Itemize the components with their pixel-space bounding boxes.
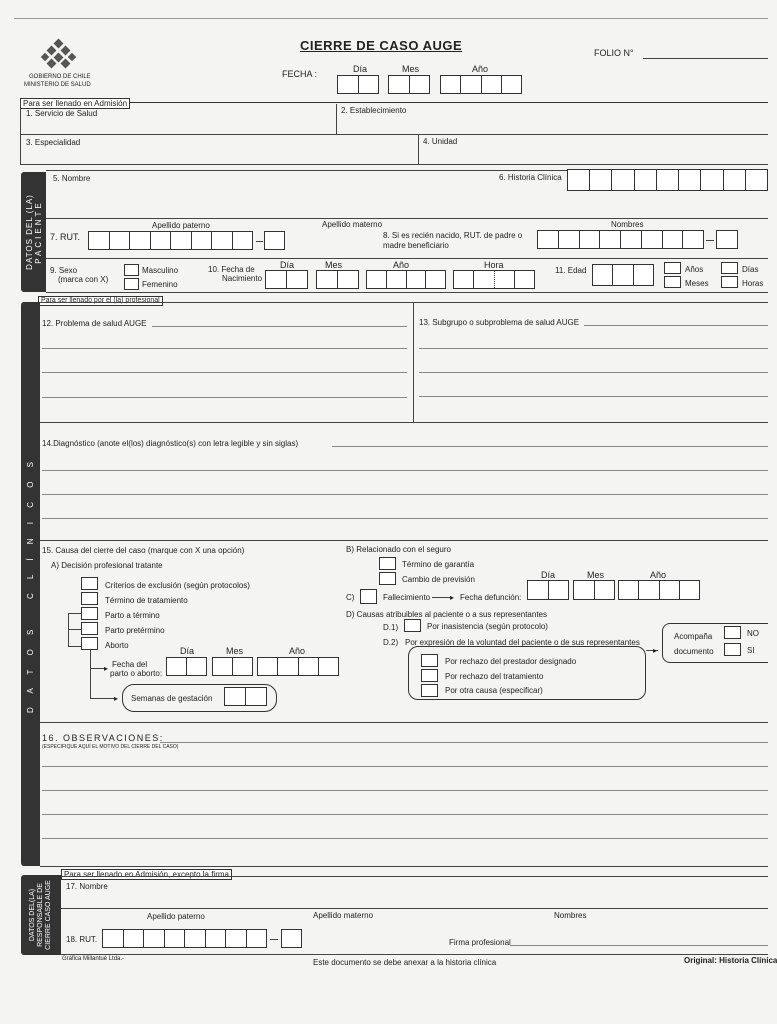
decision-profesional-label: A) Decisión profesional tratante bbox=[51, 561, 163, 570]
masculino-checkbox[interactable] bbox=[124, 264, 139, 276]
diagnostico-line-4[interactable] bbox=[42, 518, 768, 519]
femenino-checkbox[interactable] bbox=[124, 278, 139, 290]
rechazo-prestador-checkbox[interactable] bbox=[421, 654, 438, 667]
documento-si-label: SI bbox=[747, 646, 755, 655]
d2-prefix: D.2) bbox=[383, 638, 399, 647]
admision-left bbox=[20, 102, 21, 164]
horas-checkbox[interactable] bbox=[721, 276, 738, 288]
paciente-sep-2 bbox=[46, 258, 768, 259]
rechazo-prestador-label: Por rechazo del prestador designado bbox=[445, 657, 577, 666]
criterios-exclusion-label: Criterios de exclusión (según protocolos) bbox=[105, 581, 250, 590]
admision-section-label: Para ser llenado en Admisión bbox=[20, 98, 130, 109]
aborto-label: Aborto bbox=[105, 641, 129, 650]
responsable-nombre-label[interactable]: 17. Nombre bbox=[66, 882, 108, 891]
header-mes-label: Mes bbox=[402, 64, 420, 74]
clinicos-mid bbox=[413, 302, 414, 422]
arrow-head-2-icon: ▸ bbox=[114, 694, 119, 703]
logo-line-1: GOBIERNO DE CHILE bbox=[29, 74, 91, 80]
ministry-logo-icon bbox=[40, 38, 78, 72]
inasistencia-checkbox[interactable] bbox=[404, 619, 421, 632]
clinicos-sidebar bbox=[21, 302, 40, 866]
field-establecimiento[interactable]: 2. Establecimiento bbox=[341, 106, 407, 115]
observaciones-line-2[interactable] bbox=[42, 766, 768, 767]
cambio-prevision-label: Cambio de previsión bbox=[402, 575, 475, 584]
clinicos-sep-15 bbox=[40, 540, 768, 541]
causas-paciente-label: D) Causas atribuibles al paciente o a sus representantes bbox=[346, 610, 547, 619]
paciente-sidebar bbox=[21, 172, 46, 292]
paciente-nombres: Nombres bbox=[611, 220, 644, 229]
fallecimiento-arrow-icon: ▸ bbox=[450, 593, 455, 602]
documento-no-checkbox[interactable] bbox=[724, 626, 741, 639]
fecha-parto-label-1: Fecha del bbox=[112, 660, 148, 669]
anos-label: Años bbox=[685, 265, 704, 274]
def-dia-field[interactable] bbox=[527, 580, 569, 600]
parto-arrow-2 bbox=[90, 698, 116, 699]
clinicos-section-label: Para ser llenado por el (la) profesional bbox=[38, 296, 163, 306]
semanas-field[interactable] bbox=[224, 687, 267, 706]
responsable-rut-label: 18. RUT. bbox=[66, 935, 98, 944]
relacionado-seguro-label: B) Relacionado con el seguro bbox=[346, 545, 451, 554]
responsable-sidebar-line-3: CIERRE CASO AUGE bbox=[45, 880, 53, 950]
fecha-parto-label-2: parto o aborto: bbox=[110, 669, 163, 678]
observaciones-line-4[interactable] bbox=[42, 814, 768, 815]
parto-termino-label: Parto a término bbox=[105, 611, 160, 620]
nac-dia-label: Día bbox=[280, 260, 295, 270]
paciente-sidebar-line-2: PACIENTE bbox=[33, 200, 43, 264]
termino-tratamiento-label: Término de tratamiento bbox=[105, 596, 188, 605]
footer-original: Original: Historia Clínica bbox=[684, 956, 777, 965]
def-dia-label: Día bbox=[541, 570, 556, 580]
field-problema-salud: 12. Problema de salud AUGE bbox=[42, 319, 147, 328]
parto-dia-label: Día bbox=[180, 646, 195, 656]
field-servicio-salud[interactable]: 1. Servicio de Salud bbox=[26, 109, 98, 118]
anos-checkbox[interactable] bbox=[664, 262, 681, 274]
aborto-checkbox[interactable] bbox=[81, 637, 98, 650]
historia-clinica-field[interactable] bbox=[567, 169, 768, 191]
parto-arrow-line bbox=[90, 650, 91, 698]
nac-ano-label: Año bbox=[393, 260, 410, 270]
def-ano-label: Año bbox=[650, 570, 667, 580]
responsable-rut-dash bbox=[270, 939, 278, 940]
top-edge bbox=[14, 18, 768, 19]
admision-row-sep bbox=[20, 134, 768, 135]
field-diagnostico: 14.Diagnóstico (anote el(los) diagnóstico(s) con letra legible y sin siglas) bbox=[42, 439, 299, 448]
field-nombre[interactable]: 5. Nombre bbox=[53, 174, 91, 183]
admision-top bbox=[20, 102, 768, 103]
subproblema-line-1[interactable] bbox=[584, 325, 768, 326]
responsable-rut-dv-field[interactable] bbox=[281, 929, 302, 948]
documento-no-label: NO bbox=[747, 629, 759, 638]
rut-padre-dv-field[interactable] bbox=[716, 230, 738, 249]
firma-line[interactable] bbox=[510, 945, 768, 946]
observaciones-line-5[interactable] bbox=[42, 838, 768, 839]
arrow-head-1-icon: ▸ bbox=[104, 664, 109, 673]
fallecimiento-prefix: C) bbox=[346, 593, 355, 602]
responsable-apellido-materno: Apellido materno bbox=[313, 911, 374, 920]
problema-line-4[interactable] bbox=[42, 397, 407, 398]
termino-tratamiento-checkbox[interactable] bbox=[81, 592, 98, 605]
fallecimiento-label: Fallecimiento bbox=[383, 593, 431, 602]
problema-line-2[interactable] bbox=[42, 348, 407, 349]
clinicos-sidebar-text: D A T O S C L Í N I C O S bbox=[26, 455, 35, 713]
dias-checkbox[interactable] bbox=[721, 262, 738, 274]
clinicos-sep-14 bbox=[40, 422, 768, 423]
form-title: CIERRE DE CASO AUGE bbox=[300, 38, 463, 53]
def-mes-field[interactable] bbox=[573, 580, 615, 600]
voluntad-arrow-icon: ▸ bbox=[653, 646, 658, 655]
responsable-bottom bbox=[61, 954, 768, 955]
field-especialidad[interactable]: 3. Especialidad bbox=[26, 138, 81, 147]
parto-pretermino-label: Parto pretérmino bbox=[105, 626, 165, 635]
fecha-nac-label-2: Nacimiento bbox=[222, 274, 263, 283]
fecha-defuncion-label: Fecha defunción: bbox=[460, 593, 522, 602]
termino-garantia-label: Término de garantía bbox=[402, 560, 475, 569]
parto-ano-field[interactable] bbox=[257, 657, 339, 676]
paciente-sep-1 bbox=[46, 218, 768, 219]
parto-bracket-t3 bbox=[68, 646, 81, 647]
observaciones-line-1[interactable] bbox=[160, 742, 768, 743]
clinicos-bottom bbox=[40, 866, 768, 867]
meses-checkbox[interactable] bbox=[664, 276, 681, 288]
admision-mid-2 bbox=[418, 134, 419, 164]
voluntad-label: Por expresión de la voluntad del paciente o de sus representantes bbox=[405, 638, 640, 647]
header-ano-field[interactable] bbox=[440, 75, 522, 94]
parto-mes-label: Mes bbox=[226, 646, 244, 656]
meses-label: Meses bbox=[685, 279, 709, 288]
rechazo-tratamiento-label: Por rechazo del tratamiento bbox=[445, 672, 544, 681]
def-mes-label: Mes bbox=[587, 570, 605, 580]
nac-mes-label: Mes bbox=[325, 260, 343, 270]
header-dia-label: Día bbox=[353, 64, 368, 74]
firma-label: Firma profesional bbox=[449, 938, 511, 947]
femenino-label: Femenino bbox=[142, 280, 178, 289]
causa-cierre-label: 15. Causa del cierre del caso (marque con X una opción) bbox=[42, 546, 245, 555]
problema-line-3[interactable] bbox=[42, 372, 407, 373]
field-historia-clinica-label: 6. Historia Clínica bbox=[499, 173, 562, 182]
admision-mid-1 bbox=[336, 104, 337, 134]
nac-hora-field[interactable] bbox=[453, 270, 535, 289]
subproblema-line-2[interactable] bbox=[419, 348, 768, 349]
responsable-sidebar-line-1: DATOS DEL(LA) bbox=[29, 888, 37, 942]
observaciones-label: 16. OBSERVACIONES: bbox=[42, 733, 164, 743]
subproblema-line-4[interactable] bbox=[419, 396, 768, 397]
otra-causa-label: Por otra causa (especificar) bbox=[445, 686, 543, 695]
fallecimiento-arrow bbox=[432, 597, 452, 598]
termino-garantia-checkbox[interactable] bbox=[379, 557, 396, 570]
responsable-nombres: Nombres bbox=[554, 911, 587, 920]
diagnostico-line-2[interactable] bbox=[42, 470, 768, 471]
folio-label: FOLIO N° bbox=[594, 48, 634, 58]
field-rut-padre-line2: madre beneficiario bbox=[383, 241, 449, 250]
edad-field[interactable] bbox=[592, 264, 654, 286]
footer-note: Este documento se debe anexar a la historia clínica bbox=[313, 958, 497, 967]
field-rut-padre-line1: 8. Si es recién nacido, RUT. de padre o bbox=[383, 231, 523, 240]
field-unidad[interactable]: 4. Unidad bbox=[423, 137, 458, 146]
documento-si-checkbox[interactable] bbox=[724, 643, 741, 656]
responsable-rut-field[interactable] bbox=[102, 929, 267, 948]
parto-bracket-t1 bbox=[68, 613, 81, 614]
responsable-apellido-paterno: Apellido paterno bbox=[147, 912, 205, 921]
fallecimiento-checkbox[interactable] bbox=[360, 589, 377, 604]
parto-termino-checkbox[interactable] bbox=[81, 607, 98, 620]
edad-label: 11. Edad bbox=[555, 266, 587, 275]
parto-bracket-t2 bbox=[68, 629, 81, 630]
header-mes-field[interactable] bbox=[388, 75, 430, 94]
clinicos-sep-16 bbox=[40, 722, 768, 723]
d1-prefix: D.1) bbox=[383, 623, 399, 632]
diagnostico-line-3[interactable] bbox=[42, 494, 768, 495]
responsable-section-label: Para ser llenado en Admisión, excepto la firma bbox=[61, 869, 232, 880]
horas-label: Horas bbox=[742, 279, 764, 288]
field-subproblema: 13. Subgrupo o subproblema de salud AUGE bbox=[419, 318, 580, 327]
rut-paciente-field[interactable] bbox=[88, 231, 253, 250]
nac-mes-field[interactable] bbox=[316, 270, 359, 289]
cambio-prevision-checkbox[interactable] bbox=[379, 572, 396, 585]
rut-dash bbox=[256, 241, 263, 242]
parto-pretermino-checkbox[interactable] bbox=[81, 622, 98, 635]
def-ano-field[interactable] bbox=[618, 580, 700, 600]
printer-credit: Gráfica Millantué Ltda.- bbox=[62, 956, 125, 962]
paciente-apellido-paterno: Apellido paterno bbox=[152, 221, 210, 230]
rechazo-tratamiento-checkbox[interactable] bbox=[421, 669, 438, 682]
paciente-apellido-materno: Apellido materno bbox=[322, 220, 383, 229]
semanas-label: Semanas de gestación bbox=[131, 694, 213, 703]
admision-bottom bbox=[20, 164, 768, 165]
fecha-nac-label-1: 10. Fecha de bbox=[208, 265, 255, 274]
clinicos-top bbox=[40, 302, 768, 303]
responsable-top bbox=[61, 876, 768, 877]
dias-label: Días bbox=[742, 265, 759, 274]
parto-bracket bbox=[68, 613, 69, 647]
otra-causa-checkbox[interactable] bbox=[421, 684, 438, 697]
responsable-sidebar bbox=[21, 875, 61, 955]
responsable-sidebar-line-2: RESPONSABLE DE bbox=[37, 883, 45, 947]
header-ano-label: Año bbox=[472, 64, 489, 74]
parto-dia-field[interactable] bbox=[166, 657, 207, 676]
paciente-bottom bbox=[46, 292, 768, 293]
responsable-sep bbox=[61, 908, 768, 909]
paciente-sidebar-line-1: DATOS DEL (LA) bbox=[24, 194, 34, 270]
nac-ano-field[interactable] bbox=[366, 270, 446, 289]
sexo-label-2: (marca con X) bbox=[58, 275, 109, 284]
observaciones-sublabel: (ESPECIFIQUE AQUÍ EL MOTIVO DEL CIERRE DEL CASO) bbox=[42, 744, 179, 750]
subproblema-line-3[interactable] bbox=[419, 372, 768, 373]
parto-ano-label: Año bbox=[289, 646, 306, 656]
problema-line-1[interactable] bbox=[152, 326, 407, 327]
nac-hora-label: Hora bbox=[484, 260, 504, 270]
masculino-label: Masculino bbox=[142, 266, 179, 275]
diagnostico-line-1[interactable] bbox=[332, 446, 768, 447]
fecha-label: FECHA : bbox=[282, 69, 318, 79]
logo-line-2: MINISTERIO DE SALUD bbox=[24, 82, 91, 88]
header-dia-field[interactable] bbox=[337, 75, 379, 94]
criterios-exclusion-checkbox[interactable] bbox=[81, 577, 98, 590]
sexo-label-1: 9. Sexo bbox=[50, 266, 78, 275]
rut-padre-dash bbox=[706, 240, 714, 241]
documento-label: documento bbox=[674, 647, 714, 656]
rut-padre-field[interactable] bbox=[537, 230, 704, 249]
folio-line[interactable] bbox=[643, 58, 768, 59]
acompana-label: Acompaña bbox=[674, 632, 713, 641]
observaciones-line-3[interactable] bbox=[42, 790, 768, 791]
parto-mes-field[interactable] bbox=[212, 657, 253, 676]
rut-dv-field[interactable] bbox=[264, 231, 285, 250]
field-rut-label: 7. RUT. bbox=[50, 232, 81, 242]
inasistencia-label: Por inasistencia (según protocolo) bbox=[427, 622, 548, 631]
nac-dia-field[interactable] bbox=[265, 270, 308, 289]
